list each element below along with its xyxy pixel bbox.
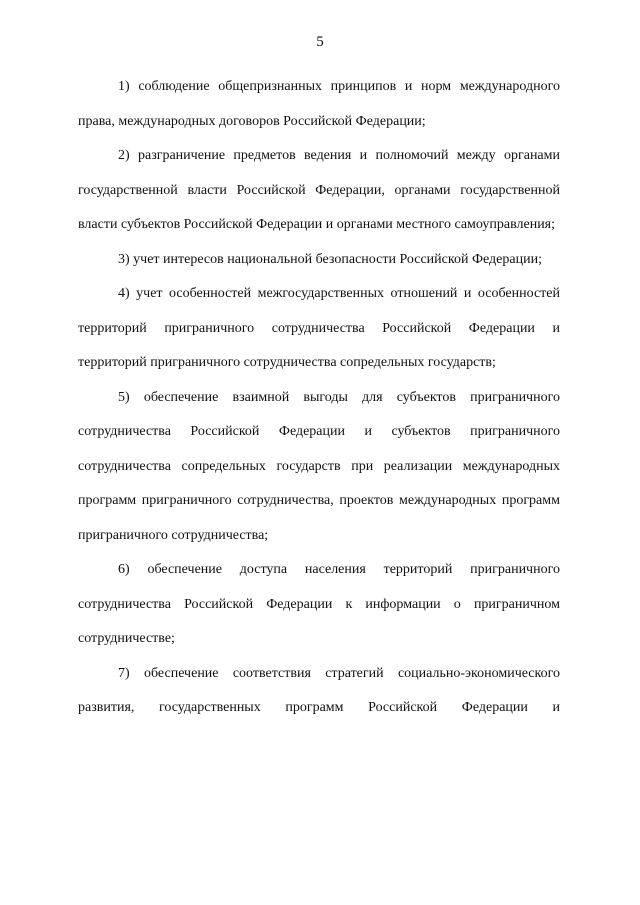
list-item-5: 5) обеспечение взаимной выгоды для субъектов приграничного сотрудничества Российской Федерации и субъектов приграничного сотрудничества сопредельных государств при реализации международных программ приграничного сотрудничества, проектов международных программ приграничного сотрудничества; <box>78 389 560 543</box>
document-body <box>78 70 560 726</box>
list-item-1: 1) соблюдение общепризнанных принципов и норм международного права, международных договоров Российской Федерации; <box>78 79 560 129</box>
list-item-4: 4) учет особенностей межгосударственных отношений и особенностей территорий приграничного сотрудничества Российской Федерации и территорий приграничного сотрудничества сопредельных государств; <box>78 286 560 370</box>
list-item-2: 2) разграничение предметов ведения и полномочий между органами государственной власти Российской Федерации, органами государственной власти субъектов Российской Федерации и органами местного самоуправления; <box>78 148 560 232</box>
list-item-3: 3) учет интересов национальной безопасности Российской Федерации; <box>118 251 542 267</box>
list-item-7: 7) обеспечение соответствия стратегий социально-экономического развития, государственных программ Российской Федерации и <box>78 665 560 715</box>
list-item-6: 6) обеспечение доступа населения территорий приграничного сотрудничества Российской Федерации к информации о приграничном сотрудничестве; <box>78 562 560 646</box>
page-number: 5 <box>316 34 324 50</box>
